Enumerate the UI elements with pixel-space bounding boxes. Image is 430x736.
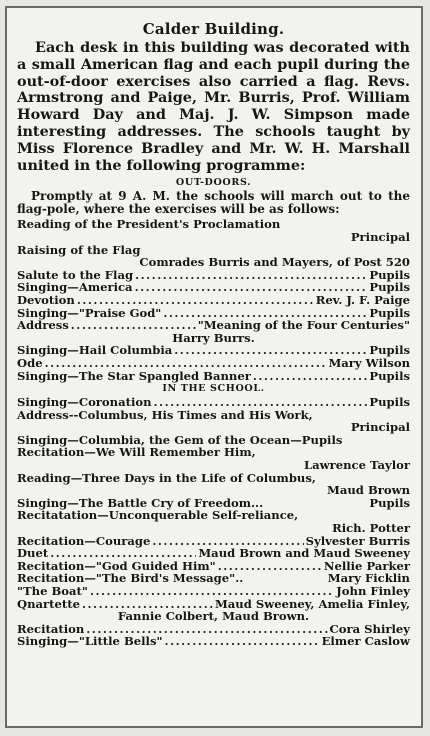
program-item-devotion bbox=[17, 294, 410, 307]
leader-dots bbox=[45, 357, 327, 370]
program-item-performer: John Finley bbox=[336, 584, 410, 598]
program-item-duet bbox=[17, 547, 410, 560]
program-item-label: Singing—"Praise God" bbox=[17, 305, 162, 320]
program-item-label: Recitation—"God Guided Him" bbox=[17, 558, 216, 573]
program-item-performer: Pupils bbox=[369, 267, 410, 282]
program-item-performer: Maud Brown and Maud Sweeney bbox=[198, 546, 410, 561]
leader-dots bbox=[90, 585, 334, 598]
program-item-performer: Mary Wilson bbox=[328, 355, 410, 370]
program-item-address bbox=[17, 319, 410, 332]
leader-dots bbox=[71, 319, 196, 332]
program-item-address-columbus: Address--Columbus, His Times and His Work, bbox=[17, 407, 313, 422]
program-item-recitation-self-reliance-performer: Rich. Potter bbox=[332, 521, 410, 536]
program-item-label: "The Boat" bbox=[17, 584, 88, 598]
article-column bbox=[17, 20, 410, 648]
program-item-performer: Mary Ficklin bbox=[327, 571, 410, 586]
program-item-label: Singing—Hail Columbia bbox=[17, 343, 173, 358]
program-item-label: Singing—The Star Spangled Banner bbox=[17, 368, 251, 383]
program-item-label: Recitation bbox=[17, 621, 85, 636]
program-item-reading-three-days: Reading—Three Days in the Life of Columbus, bbox=[17, 470, 316, 485]
program-item-singing-gem-of-ocean: Singing—Columbia, the Gem of the Ocean—Pupils bbox=[17, 432, 343, 447]
program-item-performer: Nellie Parker bbox=[323, 558, 410, 573]
program-item-performer: Pupils bbox=[369, 495, 410, 510]
program-item-reading-proclamation-performer: Principal bbox=[350, 229, 410, 244]
program-item-label: Duet bbox=[17, 546, 49, 561]
program-item-reading-three-days-performer: Maud Brown bbox=[327, 483, 410, 498]
program-item-performer: Sylvester Burris bbox=[305, 533, 410, 548]
program-item-singing-star-spangled bbox=[17, 370, 410, 383]
program-item-label: Qnartette bbox=[17, 596, 80, 611]
program-item-performer: Elmer Caslow bbox=[321, 634, 410, 649]
leader-dots bbox=[50, 547, 196, 560]
leader-dots bbox=[154, 396, 368, 409]
program-item-the-boat bbox=[17, 585, 410, 598]
outdoors-paragraph: Promptly at 9 A. M. the schools will march out to the flag-pole, where the exercises will be as follows: bbox=[17, 189, 410, 217]
program-item-performer: Rev. J. F. Paige bbox=[315, 292, 410, 307]
program-item-performer: Pupils bbox=[369, 280, 410, 295]
program-item-label: Singing—The Battle Cry of Freedom... bbox=[17, 495, 264, 510]
program-item-label: Singing—America bbox=[17, 280, 133, 295]
program-item-performer: Pupils bbox=[369, 368, 410, 383]
program-item-label: Devotion bbox=[17, 292, 75, 307]
program-item-label: Address bbox=[17, 318, 69, 333]
program-item-recitation-remember-performer: Lawrence Taylor bbox=[303, 458, 410, 473]
program-item-label: Singing—"Little Bells" bbox=[17, 634, 163, 649]
program-item-singing-little-bells bbox=[17, 635, 410, 648]
program-item-address-speaker: Harry Burrs. bbox=[172, 330, 255, 345]
program-item-performer: Pupils bbox=[369, 395, 410, 410]
leader-dots bbox=[165, 635, 320, 648]
program-item-performer: "Meaning of the Four Centuries" bbox=[197, 318, 410, 333]
program-item-raising-flag: Raising of the Flag bbox=[17, 242, 141, 257]
program-item-label: Recitation—Courage bbox=[17, 533, 151, 548]
program-item-address-columbus-performer: Principal bbox=[350, 420, 410, 435]
program-item-label: Singing—Coronation bbox=[17, 395, 152, 410]
program-item-label: Recitation—"The Bird's Message".. bbox=[17, 571, 244, 586]
section-heading-in-school: IN THE SCHOOL. bbox=[162, 383, 265, 395]
clipping-frame bbox=[5, 6, 423, 728]
program-item-ode bbox=[17, 357, 410, 370]
program-item-recitation-self-reliance: Recitatation—Unconquerable Self-reliance, bbox=[17, 508, 299, 523]
program-item-performer: Pupils bbox=[369, 305, 410, 320]
program-item-reading-proclamation: Reading of the President's Proclamation bbox=[17, 217, 281, 232]
program-item-label: Salute to the Flag bbox=[17, 267, 134, 282]
program-item-performer: Pupils bbox=[369, 343, 410, 358]
program-item-label: Ode bbox=[17, 355, 43, 370]
leader-dots bbox=[135, 269, 367, 282]
program-item-singing-coronation bbox=[17, 396, 410, 409]
program-item-raising-flag-performer: Comrades Burris and Mayers, of Post 520 bbox=[139, 255, 410, 270]
leader-dots bbox=[77, 294, 314, 307]
leader-dots bbox=[253, 370, 368, 383]
program-item-performer: Cora Shirley bbox=[329, 621, 410, 636]
intro-paragraph: Each desk in this building was decorated with a small American flag and each pupil during the out-of-door exercises also carried a flag. Revs. Armstrong and Paige, Mr. Burris, Prof. William Howard Day and Maj. J. W. Simpson made interesting addresses. The schools taught by Miss Florence Bradley and Mr. W. H. Marshall united in the following programme: bbox=[17, 39, 410, 174]
program-item-performer: Maud Sweeney, Amelia Finley, bbox=[214, 596, 410, 611]
program-item-quartette-continued: Fannie Colbert, Maud Brown. bbox=[117, 609, 310, 624]
article-title: Calder Building. bbox=[142, 20, 285, 38]
program-item-recitation-remember: Recitation—We Will Remember Him, bbox=[17, 445, 256, 460]
section-heading-outdoors: OUT-DOORS. bbox=[175, 177, 252, 189]
